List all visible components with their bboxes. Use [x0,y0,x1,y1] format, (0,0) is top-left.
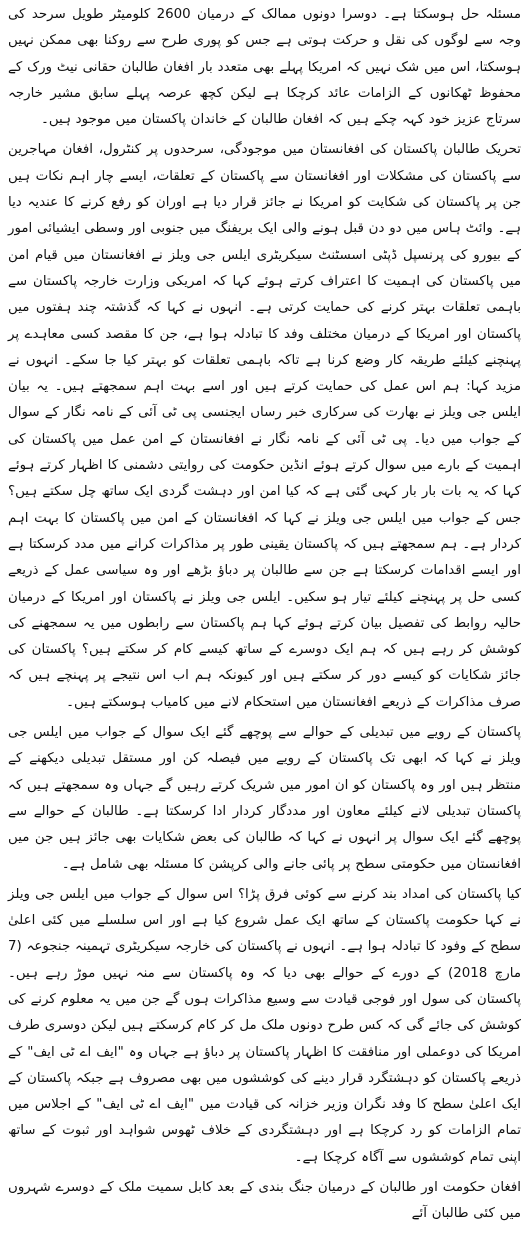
article-paragraph-3: پاکستان کے رویے میں تبدیلی کے حوالے سے پوچھے گئے ایک سوال کے جواب میں ایلس جی ویلز نے کہا کہ ابھی تک پاکستان کے رویے میں فیصلہ کن اور مستقل تبدیلی دیکھنے کے منتظر ہیں اور وہ پاکستان کو ان امور میں شریک کرتے رہیں گے جہاں وہ سمجھتے ہیں کہ پاکستان تبدیلی لانے کیلئے معاون اور مددگار کردار ادا کرسکتا ہے۔ طالبان کے حوالے سے پوچھے گئے ایک سوال پر انہوں نے کہا کہ طالبان کی بعض شکایات بھی جائز ہیں جن میں افغانستان میں حکومتی سطح پر پائی جانے والی کرپشن کا مسئلہ بھی شامل ہے۔ [8,725,521,872]
article-paragraph-2: تحریک طالبان پاکستان کی افغانستان میں موجودگی، سرحدوں پر کنٹرول، افغان مہاجرین سے پاکستان کی مشکلات اور افغانستان سے پاکستان کے تعلقات، ایسے چار اہم نکات ہیں جن پر پاکستان کی شکایت کو امریکا نے جائز قرار دیا ہے اوران کو رفع کرنے کا عندیہ دیا ہے۔ وائٹ ہاس میں دو دن قبل ہونے والی ایک بریفنگ میں جنوبی اور وسطی ایشیائی امور کے بیورو کی پرنسپل ڈپٹی اسسٹنٹ سیکریٹری ایلس جی ویلز نے افغانستان میں قیام امن میں پاکستان کی اہمیت کا اعتراف کرتے ہوئے کہا کہ امریکی وزارت خارجہ پاکستان سے باہمی تعلقات بہتر کرنے کی حمایت کرتی ہے۔ انہوں نے کہا کہ گذشتہ چند ہفتوں میں پاکستان اور امریکا کے درمیان مختلف وفد کا تبادلہ ہوا ہے، جن کا مقصد کسی معاہدے پر پہنچنے کیلئے طریقہ کار وضع کرنا ہے تاکہ باہمی تعلقات کو بہتر کیا جا سکے۔ انہوں نے مزید کہا: ہم اس عمل کی حمایت کرتے ہیں اور اسے بہت اہم سمجھتے ہیں۔ یہ بیان ایلس جی ویلز نے بھارت کی سرکاری خبر رساں ایجنسی پی ٹی آئی کے نامہ نگار کے سوال کے جواب میں دیا۔ پی ٹی آئی کے نامہ نگار نے افغانستان کے امن عمل میں پاکستان کی اہمیت کے بارے میں سوال کرتے ہوئے انڈین حکومت کی روایتی دشمنی کا اظہار کرتے ہوئے کہا کہ یہ بات بار بار کہی گئی ہے کہ کیا امن اور دہشت گردی ایک ساتھ چل سکتے ہیں؟ جس کے جواب میں ایلس جی ویلز نے کہا کہ افغانستان کے امن میں پاکستان کا بہت اہم کردار ہے۔ ہم سمجھتے ہیں کہ پاکستان یقینی طور پر مذاکرات کرانے میں مدد کرسکتا ہے اور ایسے اقدامات کرسکتا ہے جن سے طالبان پر دباؤ بڑھے اور وہ سیاسی عمل کے ذریعے کسی حل پر پہنچنے کیلئے تیار ہو سکیں۔ ایلس جی ویلز نے پاکستان اور امریکا کے درمیان حالیہ روابط کی تفصیل بیان کرتے ہوئے کہا ہم پاکستان سے رابطوں میں یہ سمجھنے کی کوشش کر رہے ہیں کہ ہم ایک دوسرے کے ساتھ کیسے کام کر سکتے ہیں؟ پاکستان کی جائز شکایات کو کیسے دور کر سکتے ہیں اور کیونکہ ہم اب اس نتیجے پر پہنچے ہیں کہ صرف مذاکرات کے ذریعے افغانستان میں استحکام لانے میں کامیاب ہوسکتے ہیں۔ [8,142,521,710]
article-paragraph-1: مسئلہ حل ہوسکتا ہے۔ دوسرا دونوں ممالک کے درمیان 2600 کلومیٹر طویل سرحد کی وجہ سے لوگوں کی نقل و حرکت ہوتی ہے جس کو پوری طرح سے روکنا بھی ممکن نہیں ہوسکتا، اس میں شک نہیں کہ امریکا پہلے بھی متعدد بار افغان طالبان حقانی نیٹ ورک کے محفوظ ٹھکانوں کے الزامات عائد کرچکا ہے لیکن کچھ عرصہ پہلے سابق مشیر خارجہ سرتاج عزیز خود کہہ چکے ہیں کہ افغان طالبان کے خاندان پاکستان میں موجود ہیں۔ [8,7,521,128]
article-paragraph-5: افغان حکومت اور طالبان کے درمیان جنگ بندی کے بعد کابل سمیت ملک کے دوسرے شہروں میں کئی طالبان آئے [8,1180,521,1222]
article-paragraph-4: کیا پاکستان کی امداد بند کرنے سے کوئی فرق پڑا؟ اس سوال کے جواب میں ایلس جی ویلز نے کہا حکومت پاکستان کے ساتھ ایک عمل شروع کیا ہے اور اس سلسلے میں کئی اعلیٰ سطح کے وفود کا تبادلہ ہوا ہے۔ انہوں نے پاکستان کی خارجہ سیکریٹری تہمینہ جنجوعہ (7 مارچ 2018) کے دورے کے حوالے بھی دیا کہ وہ پاکستان سے منہ نہیں موڑ رہے ہیں۔ پاکستان کی سول اور فوجی قیادت سے وسیع مذاکرات ہوں گے جن میں یہ معلوم کرنے کی کوشش کی جائے گی کہ کس طرح دونوں ملک مل کر کام کرسکتے ہیں لیکن دوسری طرف امریکا کی دوعملی اور منافقت کا اظہار پاکستان پر دباؤ ہے جہاں وہ "ایف اے ٹی ایف" کے ذریعے پاکستان کو دہشتگرد قرار دینے کی کوششوں میں بھی مصروف ہے جبکہ پاکستان کے ایک اعلیٰ سطح کا وفد نگران وزیر خزانہ کی قیادت میں "ایف اے ٹی ایف" کے اجلاس میں تمام الزامات کو رد کرچکا ہے اور دہشتگردی کے خلاف ٹھوس شواہد اور ثبوت کے ساتھ اپنی تمام کوششوں سے آگاہ کرچکا ہے۔ [8,886,521,1165]
